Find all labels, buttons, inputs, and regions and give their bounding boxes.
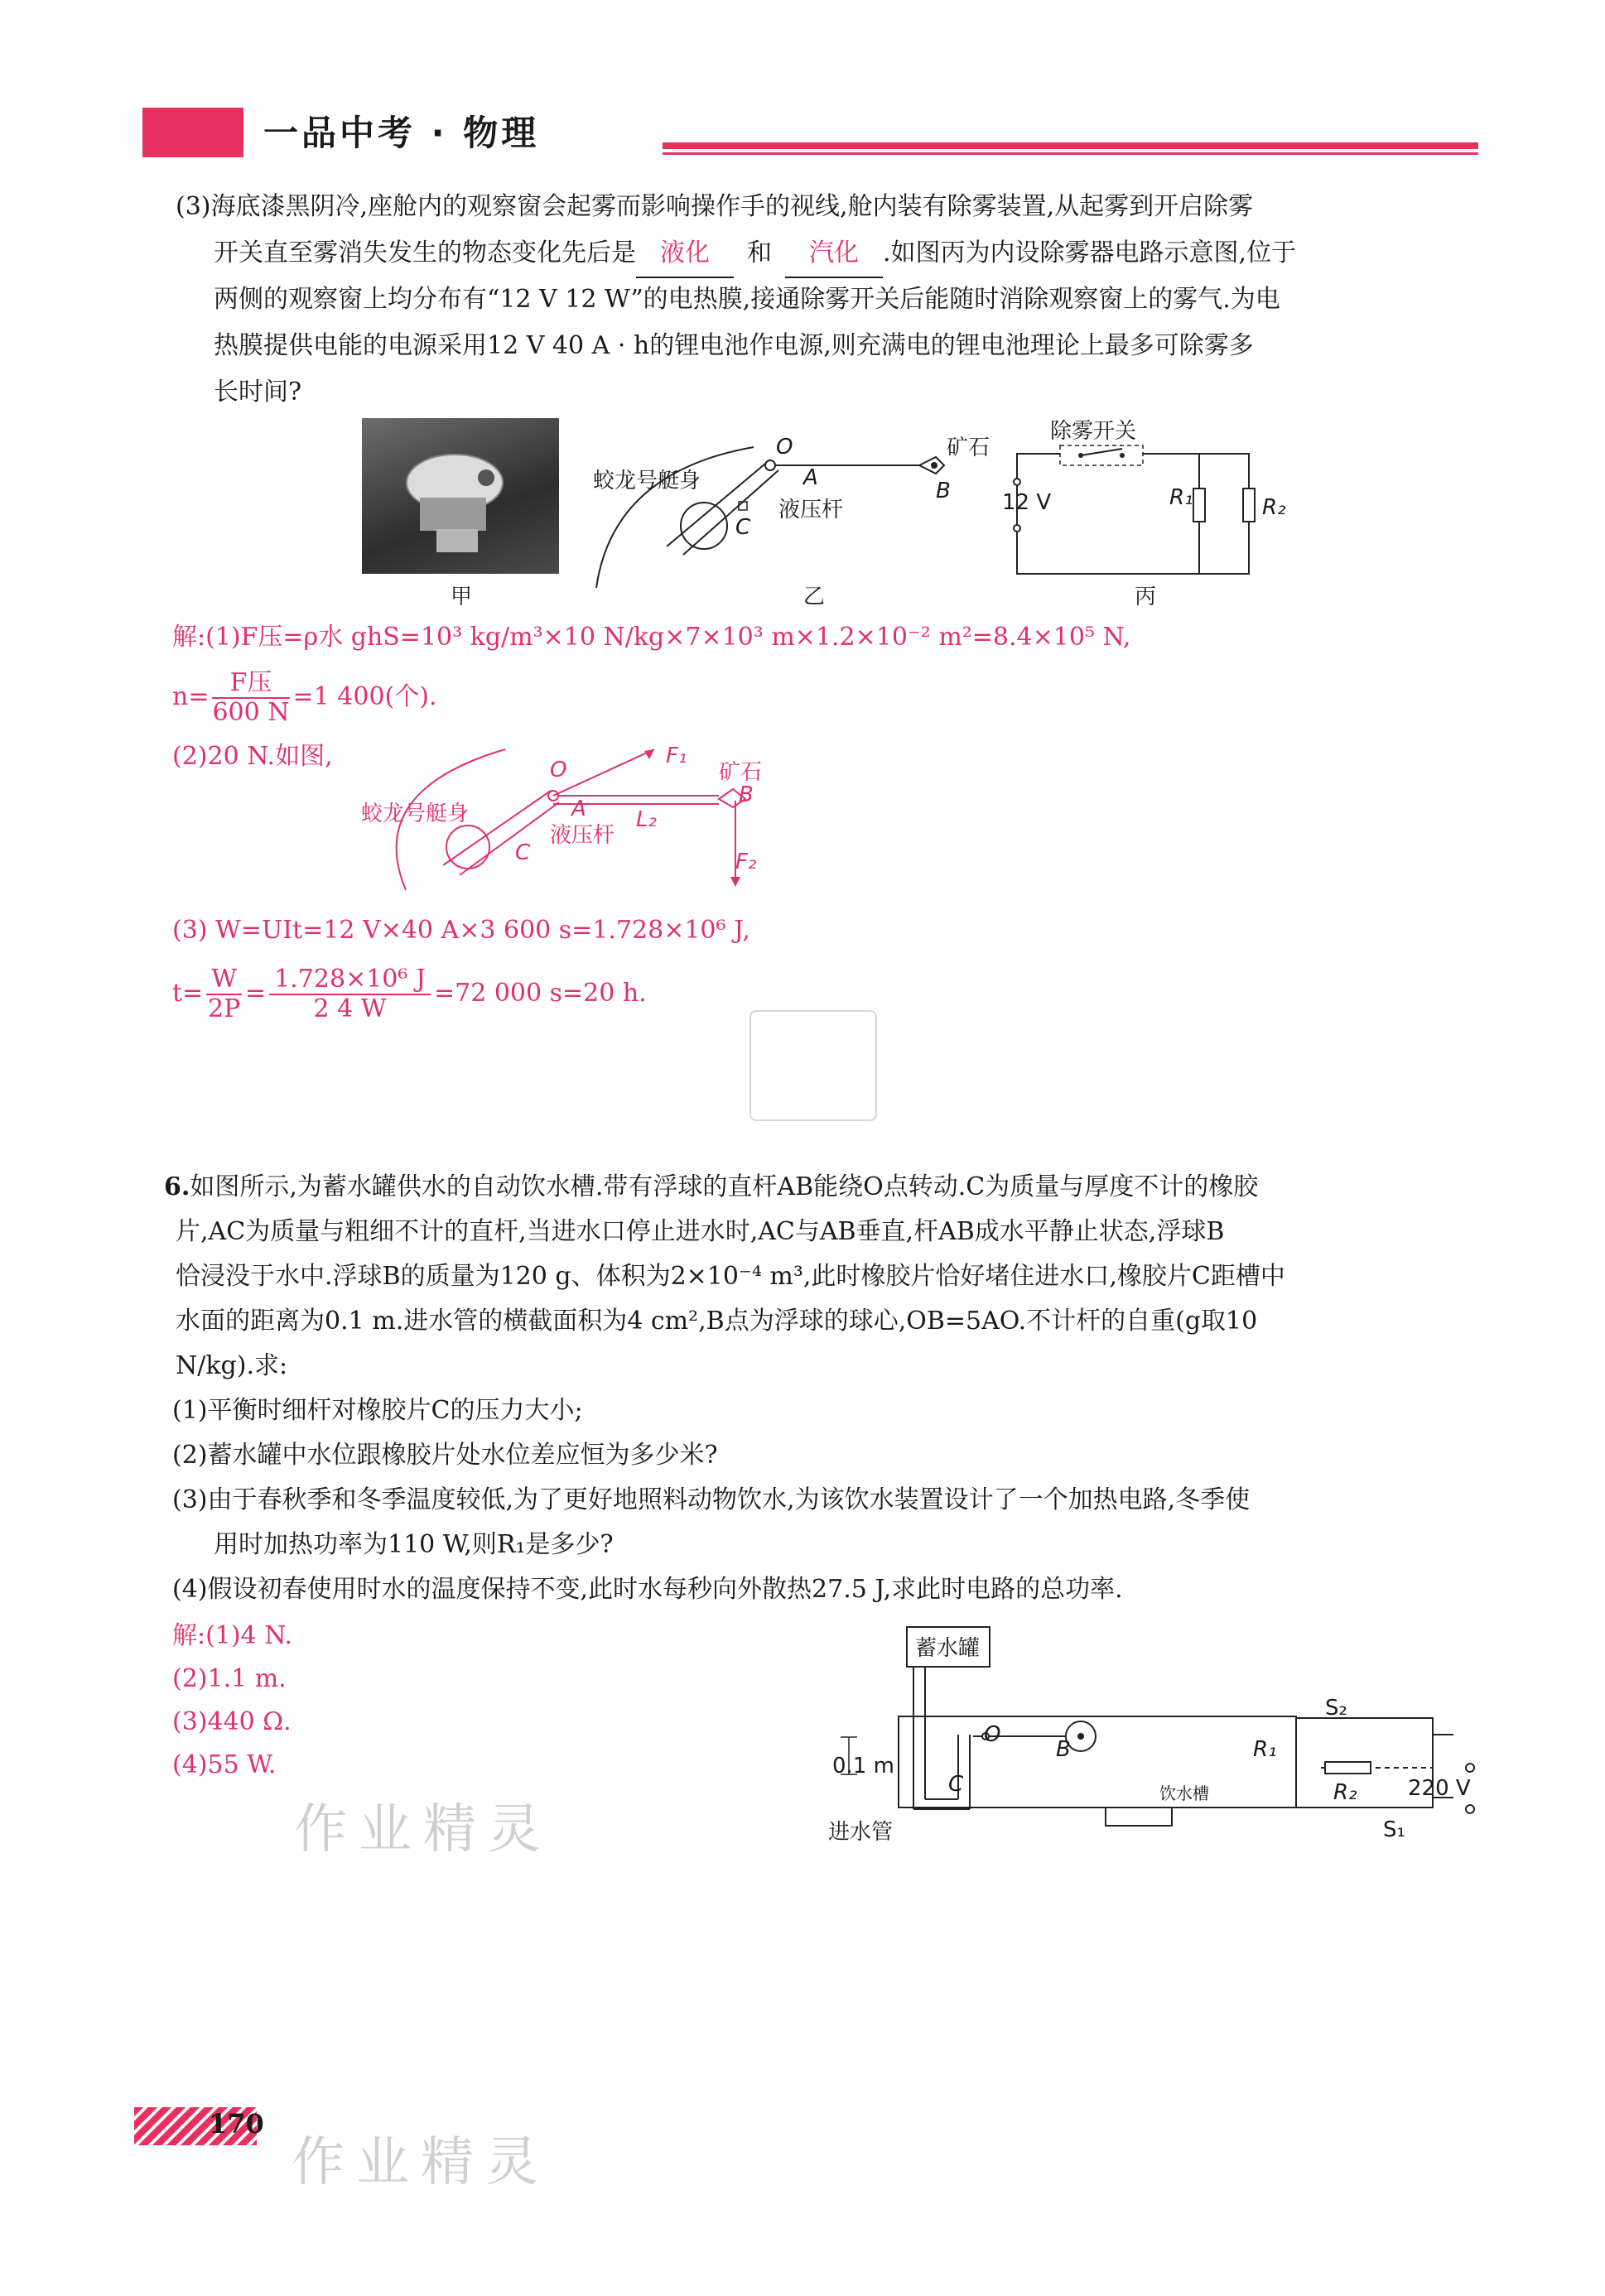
fig6-label-220v: 220 V bbox=[1408, 1776, 1471, 1801]
label-tank: 蓄水罐 bbox=[915, 1636, 981, 1661]
q6-number: 6. bbox=[164, 1172, 190, 1201]
label-ore: 矿石 bbox=[947, 436, 990, 460]
solution5-line2 bbox=[172, 669, 436, 727]
solution5-line5 bbox=[172, 965, 647, 1023]
q6-part1: (1)平衡时细杆对橡胶片C的压力大小; bbox=[172, 1396, 583, 1425]
figure-caption-jia: 甲 bbox=[451, 585, 473, 609]
q5-part3-line2 bbox=[214, 230, 1296, 278]
q6-line2: 片,AC为质量与粗细不计的直杆,当进水口停止进水时,AC与AB垂直,杆AB成水平静止状态,浮球B bbox=[176, 1217, 1225, 1246]
answer-label-A: A bbox=[571, 797, 586, 821]
answer-blank-1: 液化 bbox=[636, 230, 734, 278]
answer-label-F2: F₂ bbox=[735, 850, 757, 874]
fraction-denominator: 600 N bbox=[212, 698, 290, 727]
q6-text-1: 如图所示,为蓄水罐供水的自动饮水槽.带有浮球的直杆AB能绕O点转动.C为质量与厚度不计的橡胶 bbox=[190, 1172, 1259, 1201]
solution6-a1: 解:(1)4 N. bbox=[172, 1621, 293, 1650]
fig6-label-S2: S₂ bbox=[1325, 1696, 1347, 1721]
fig6-label-C: C bbox=[948, 1772, 964, 1797]
q5-part3-line3: 两侧的观察窗上均分布有“12 V 12 W”的电热膜,接通除雾开关后能随时消除观察窗上的雾气.为电 bbox=[214, 285, 1280, 314]
q5-part3-line4: 热膜提供电能的电源采用12 V 40 A · h的锂电池作电源,则充满电的锂电池理论上最多可除雾多 bbox=[214, 331, 1254, 360]
page-number: 170 bbox=[209, 2108, 264, 2140]
answer-label-B: B bbox=[739, 782, 754, 807]
fraction-t2 bbox=[269, 965, 431, 1023]
label-A: A bbox=[803, 465, 818, 490]
fraction-t1 bbox=[206, 965, 242, 1023]
q5-text-b: 和 bbox=[747, 238, 772, 267]
q5-part3-line5: 长时间? bbox=[214, 378, 302, 407]
label-inlet: 进水管 bbox=[828, 1820, 894, 1845]
fig6-label-R1: R₁ bbox=[1253, 1737, 1277, 1762]
q5-text-c: .如图丙为内设除雾器电路示意图,位于 bbox=[883, 238, 1297, 267]
label-defog-switch: 除雾开关 bbox=[1050, 419, 1137, 444]
watermark-stamp bbox=[749, 1010, 877, 1121]
solution5-line4: (3) W=UIt=12 V×40 A×3 600 s=1.728×10⁶ J, bbox=[172, 916, 750, 945]
fig6-label-R2: R₂ bbox=[1333, 1780, 1357, 1805]
solution6-a2: (2)1.1 m. bbox=[172, 1664, 287, 1693]
fraction-denominator: 2 4 W bbox=[313, 994, 387, 1023]
solution6-a3: (3)440 Ω. bbox=[172, 1707, 292, 1736]
submarine-icon bbox=[362, 418, 559, 574]
label-R2: R₂ bbox=[1262, 495, 1286, 520]
label-B: B bbox=[936, 479, 951, 503]
label-O: O bbox=[776, 435, 793, 460]
submarine-photo bbox=[362, 418, 559, 574]
header-rule-thin bbox=[663, 152, 1478, 155]
answer-label-O: O bbox=[550, 758, 567, 782]
solution5-n: n= bbox=[172, 682, 210, 711]
figure-caption-bing: 丙 bbox=[1135, 585, 1157, 609]
q6-part2: (2)蓄水罐中水位跟橡胶片处水位差应恒为多少米? bbox=[172, 1441, 718, 1470]
label-depth: 0.1 m bbox=[832, 1754, 894, 1779]
header-color-block bbox=[142, 108, 243, 157]
label-12v: 12 V bbox=[1002, 490, 1052, 515]
answer-label-ore: 矿石 bbox=[719, 760, 763, 785]
fig6-label-S1: S₁ bbox=[1383, 1817, 1405, 1842]
solution5-line3: (2)20 N.如图, bbox=[172, 742, 333, 771]
fraction-numerator: W bbox=[206, 965, 242, 995]
page-header-title: 一品中考 · 物理 bbox=[263, 113, 540, 153]
label-hull: 蛟龙号艇身 bbox=[593, 469, 701, 493]
q5-part3-line1: (3)海底漆黑阴冷,座舱内的观察窗会起雾而影响操作手的视线,舱内装有除雾装置,从起雾到开启除雾 bbox=[176, 192, 1254, 221]
label-trough: 饮水槽 bbox=[1159, 1783, 1209, 1803]
solution6-a4: (4)55 W. bbox=[172, 1750, 277, 1779]
watermark-text-footer: 作业精灵 bbox=[292, 2132, 550, 2193]
fraction-n bbox=[212, 669, 289, 727]
solution5-t: t= bbox=[172, 979, 204, 1008]
fraction-numerator: F压 bbox=[212, 669, 289, 699]
label-C: C bbox=[735, 515, 751, 540]
q6-line4: 水面的距离为0.1 m.进水管的横截面积为4 cm²,B点为浮球的球心,OB=5AO.不计杆的自重(g取10 bbox=[176, 1307, 1258, 1336]
answer-label-F1: F₁ bbox=[666, 744, 687, 768]
solution5-n-result: =1 400(个). bbox=[292, 682, 437, 711]
q5-text-a: 开关直至雾消失发生的物态变化先后是 bbox=[214, 238, 636, 267]
q6-line3: 恰浸没于水中.浮球B的质量为120 g、体积为2×10⁻⁴ m³,此时橡胶片恰好堵住进水口,橡胶片C距槽中 bbox=[176, 1262, 1285, 1291]
fig6-label-O: O bbox=[984, 1722, 1001, 1747]
answer-blank-2: 汽化 bbox=[785, 230, 883, 278]
answer-label-L2: L₂ bbox=[636, 807, 657, 832]
q6-part4: (4)假设初春使用时水的温度保持不变,此时水每秒向外散热27.5 J,求此时电路的总功率. bbox=[172, 1575, 1123, 1604]
answer-label-hull: 蛟龙号艇身 bbox=[361, 801, 470, 826]
header-rule bbox=[663, 142, 1478, 149]
fraction-numerator: 1.728×10⁶ J bbox=[269, 965, 431, 995]
label-R1: R₁ bbox=[1169, 485, 1193, 510]
figure-caption-yi: 乙 bbox=[803, 585, 826, 609]
fig6-label-B: B bbox=[1056, 1737, 1071, 1762]
solution5-line1: 解:(1)F压=ρ水 ghS=10³ kg/m³×10 N/kg×7×10³ m×1.2×10⁻² m²=8.4×10⁵ N, bbox=[172, 623, 1131, 652]
fraction-denominator: 2P bbox=[207, 994, 241, 1023]
answer-label-C: C bbox=[515, 840, 531, 865]
solution5-t-result: =72 000 s=20 h. bbox=[433, 979, 647, 1008]
q6-part3a: (3)由于春秋季和冬季温度较低,为了更好地照料动物饮水,为该饮水装置设计了一个加热电路,冬季使 bbox=[172, 1485, 1251, 1514]
q6-line5: N/kg).求: bbox=[176, 1351, 288, 1380]
watermark-text: 作业精灵 bbox=[294, 1799, 552, 1860]
q6-part3b: 用时加热功率为110 W,则R₁是多少? bbox=[214, 1530, 614, 1559]
q6-line1 bbox=[164, 1164, 1258, 1211]
answer-label-rod: 液压杆 bbox=[550, 823, 615, 848]
equals-sign: = bbox=[245, 979, 267, 1008]
label-rod: 液压杆 bbox=[778, 498, 844, 522]
